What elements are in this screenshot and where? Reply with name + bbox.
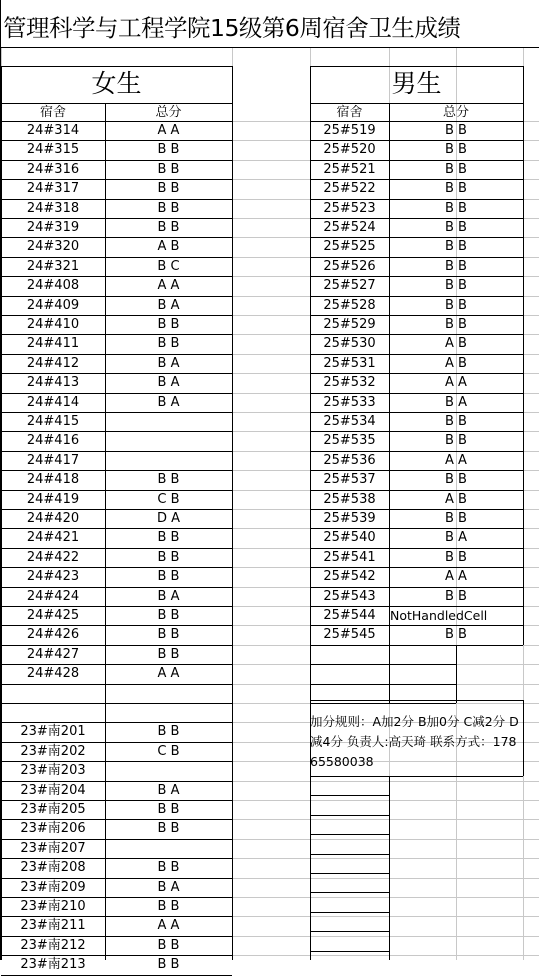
female-score-cell: D A <box>156 511 181 526</box>
female-dorm-cell: 24#408 <box>26 278 80 293</box>
female-dorm-cell: 24#421 <box>26 530 80 545</box>
male-score-cell: B A <box>445 395 467 410</box>
female-score-cell: B B <box>157 181 180 196</box>
male-score-cell: A B <box>445 336 467 351</box>
female-score-cell: B B <box>157 220 180 235</box>
male-score-cell: A A <box>445 569 467 584</box>
male-score-cell: B B <box>445 259 467 274</box>
male-score-cell: B B <box>445 414 467 429</box>
female-dorm-cell: 24#426 <box>26 627 80 642</box>
male-score-cell: A B <box>445 492 467 507</box>
female-score-cell: A A <box>157 123 180 138</box>
male-dorm-cell: 25#521 <box>323 162 376 177</box>
male-dorm-cell: 25#535 <box>323 433 376 448</box>
female-score-cell: B B <box>157 336 180 351</box>
male-dorm-cell: 25#530 <box>323 336 376 351</box>
female-score-cell: B C <box>157 259 180 274</box>
female-score-cell: B B <box>157 201 180 216</box>
grid-line <box>310 873 389 874</box>
female-dorm-cell: 24#428 <box>26 666 80 681</box>
grid-line <box>310 951 389 952</box>
female-dorm-cell: 23#南201 <box>20 724 86 739</box>
female-dorm-cell: 23#南212 <box>20 938 86 953</box>
female-score-cell: B B <box>157 938 180 953</box>
female-dorm-cell: 24#415 <box>26 414 80 429</box>
female-dorm-cell: 24#321 <box>26 259 80 274</box>
female-dorm-cell: 24#412 <box>26 356 80 371</box>
female-score-cell: B B <box>157 802 180 817</box>
grid-line <box>0 47 539 48</box>
grid-line <box>310 700 523 701</box>
male-dorm-cell: 25#542 <box>323 569 376 584</box>
male-dorm-cell: 25#519 <box>323 123 376 138</box>
female-dorm-cell: 23#南202 <box>20 744 86 759</box>
male-score-cell: B B <box>445 181 467 196</box>
male-dorm-cell: 25#545 <box>323 627 376 642</box>
female-score-cell: B B <box>157 317 180 332</box>
grid-line <box>310 645 523 646</box>
female-dorm-cell: 24#411 <box>26 336 80 351</box>
male-score-cell: A A <box>445 453 467 468</box>
grid-line <box>310 703 456 704</box>
male-score-cell: B B <box>445 433 467 448</box>
female-dorm-cell: 24#427 <box>26 647 80 662</box>
grid-line <box>310 912 389 913</box>
female-score-cell: C B <box>157 744 180 759</box>
female-score-cell: B B <box>157 647 180 662</box>
male-score-cell: B B <box>445 220 467 235</box>
grid-line <box>232 878 539 879</box>
grid-line <box>523 66 524 645</box>
male-score-cell: B B <box>445 201 467 216</box>
female-dorm-cell: 24#319 <box>26 220 80 235</box>
male-dorm-cell: 25#528 <box>323 298 376 313</box>
female-score-cell: B B <box>157 608 180 623</box>
female-dorm-cell: 24#423 <box>26 569 80 584</box>
male-score-cell: B A <box>445 530 467 545</box>
male-dorm-cell: 25#526 <box>323 259 376 274</box>
female-dorm-cell: 24#422 <box>26 550 80 565</box>
male-score-cell: B B <box>445 298 467 313</box>
male-score-cell: B B <box>445 472 467 487</box>
female-dorm-cell: 24#316 <box>26 162 80 177</box>
male-dorm-cell: 25#527 <box>323 278 376 293</box>
male-dorm-cell: 25#538 <box>323 492 376 507</box>
grid-line <box>310 854 389 855</box>
female-score-cell: B A <box>157 375 180 390</box>
scoring-rules-note: 加分规则：A加2分 B加0分 C减2分 D减4分 负责人:高天琦 联系方式：17865580038 <box>310 714 519 769</box>
female-score-cell: B B <box>157 530 180 545</box>
male-dorm-cell: 25#536 <box>323 453 376 468</box>
grid-line <box>232 936 539 937</box>
female-dorm-cell: 24#424 <box>26 589 80 604</box>
male-score-header: 总分 <box>442 105 469 120</box>
male-dorm-cell: 25#544 <box>323 608 376 623</box>
grid-line <box>310 834 389 835</box>
male-score-cell: NotHandledCell <box>390 608 488 623</box>
female-dorm-cell: 23#南208 <box>20 860 86 875</box>
male-dorm-cell: 25#533 <box>323 395 376 410</box>
male-score-cell: B B <box>445 239 467 254</box>
female-score-cell: C B <box>157 492 180 507</box>
male-score-cell: B B <box>445 589 467 604</box>
female-dorm-cell: 24#410 <box>26 317 80 332</box>
female-score-cell: B B <box>157 724 180 739</box>
female-dorm-cell: 24#419 <box>26 492 80 507</box>
female-score-cell: B B <box>157 162 180 177</box>
female-score-cell: A A <box>157 666 180 681</box>
female-dorm-cell: 24#413 <box>26 375 80 390</box>
female-dorm-cell: 24#414 <box>26 395 80 410</box>
male-dorm-cell: 25#529 <box>323 317 376 332</box>
female-dorm-cell: 24#417 <box>26 453 80 468</box>
female-dorm-cell: 24#320 <box>26 239 80 254</box>
grid-line <box>310 776 389 777</box>
grid-line <box>389 645 390 703</box>
grid-line <box>310 892 389 893</box>
male-dorm-header: 宿舍 <box>336 105 363 120</box>
female-dorm-cell: 24#318 <box>26 201 80 216</box>
grid-line <box>310 684 456 685</box>
grid-line <box>310 795 389 796</box>
grid-line <box>232 955 539 956</box>
female-dorm-cell: 24#314 <box>26 123 80 138</box>
female-score-cell: B B <box>157 957 180 972</box>
female-dorm-cell: 23#南203 <box>20 763 86 778</box>
female-score-cell: B B <box>157 821 180 836</box>
female-dorm-cell: 23#南213 <box>20 957 86 972</box>
male-dorm-cell: 25#520 <box>323 142 376 157</box>
male-score-cell: B B <box>445 123 467 138</box>
grid-line <box>232 858 539 859</box>
grid-line <box>310 815 389 816</box>
female-dorm-cell: 23#南204 <box>20 783 86 798</box>
grid-line <box>310 664 456 665</box>
grid-line <box>232 800 539 801</box>
female-dorm-cell: 23#南207 <box>20 841 86 856</box>
grid-line <box>456 645 457 703</box>
male-dorm-cell: 25#523 <box>323 201 376 216</box>
male-score-cell: B B <box>445 162 467 177</box>
female-dorm-header: 宿舍 <box>39 105 66 120</box>
grid-line <box>310 931 389 932</box>
female-score-cell: A B <box>157 239 180 254</box>
female-dorm-cell: 23#南210 <box>20 899 86 914</box>
male-dorm-cell: 25#539 <box>323 511 376 526</box>
female-dorm-cell: 23#南211 <box>20 918 86 933</box>
female-score-cell: B A <box>157 395 180 410</box>
male-score-cell: B B <box>445 317 467 332</box>
female-score-cell: B A <box>157 589 180 604</box>
grid-line <box>1 703 232 704</box>
female-score-cell: B A <box>157 783 180 798</box>
female-score-cell: B B <box>157 472 180 487</box>
female-dorm-cell: 24#418 <box>26 472 80 487</box>
grid-line <box>232 781 539 782</box>
page-title: 管理科学与工程学院15级第6周宿舍卫生成绩 <box>3 14 461 42</box>
female-dorm-cell: 23#南209 <box>20 880 86 895</box>
female-dorm-cell: 24#315 <box>26 142 80 157</box>
male-dorm-cell: 25#531 <box>323 356 376 371</box>
male-dorm-cell: 25#543 <box>323 589 376 604</box>
male-dorm-cell: 25#534 <box>323 414 376 429</box>
male-dorm-cell: 25#540 <box>323 530 376 545</box>
female-score-cell: A A <box>157 278 180 293</box>
female-section-label: 女生 <box>91 69 142 98</box>
female-dorm-cell: 23#南205 <box>20 802 86 817</box>
female-score-cell: B A <box>157 356 180 371</box>
female-dorm-cell: 24#409 <box>26 298 80 313</box>
female-score-cell: B B <box>157 899 180 914</box>
female-dorm-cell: 23#南206 <box>20 821 86 836</box>
female-score-cell: A A <box>157 918 180 933</box>
female-score-cell: B B <box>157 860 180 875</box>
male-dorm-cell: 25#522 <box>323 181 376 196</box>
male-score-cell: A A <box>445 375 467 390</box>
female-dorm-cell: 24#425 <box>26 608 80 623</box>
grid-line <box>232 916 539 917</box>
male-score-cell: B B <box>445 278 467 293</box>
female-dorm-cell: 24#420 <box>26 511 80 526</box>
grid-line <box>232 819 539 820</box>
grid-line <box>389 776 390 960</box>
female-score-cell: B A <box>157 880 180 895</box>
male-dorm-cell: 25#525 <box>323 239 376 254</box>
male-score-cell: B B <box>445 627 467 642</box>
female-dorm-cell: 24#317 <box>26 181 80 196</box>
female-score-header: 总分 <box>155 105 182 120</box>
female-score-cell: B B <box>157 569 180 584</box>
female-score-cell: B A <box>157 298 180 313</box>
female-score-cell: B B <box>157 142 180 157</box>
female-score-cell: B B <box>157 550 180 565</box>
male-score-cell: B B <box>445 511 467 526</box>
grid-line <box>232 66 233 960</box>
male-dorm-cell: 25#532 <box>323 375 376 390</box>
male-score-cell: A B <box>445 356 467 371</box>
female-score-cell: B B <box>157 627 180 642</box>
male-score-cell: B B <box>445 550 467 565</box>
female-dorm-cell: 24#416 <box>26 433 80 448</box>
male-score-cell: B B <box>445 142 467 157</box>
male-dorm-cell: 25#537 <box>323 472 376 487</box>
male-section-label: 男生 <box>391 69 442 98</box>
grid-line <box>1 684 232 685</box>
grid-line <box>232 897 539 898</box>
male-dorm-cell: 25#524 <box>323 220 376 235</box>
grid-line <box>232 839 539 840</box>
male-dorm-cell: 25#541 <box>323 550 376 565</box>
